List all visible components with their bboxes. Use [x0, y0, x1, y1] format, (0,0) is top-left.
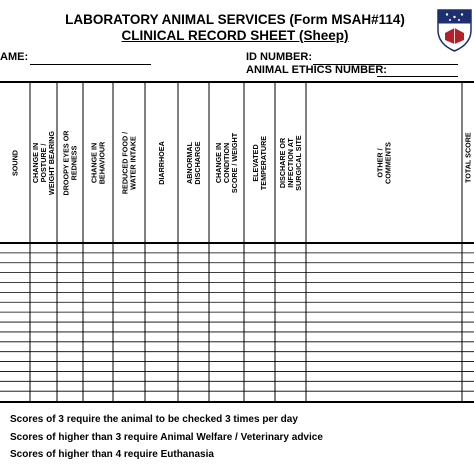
column-header-9: DISCHARE ORINFECTION ATSURGICAL SITE [278, 135, 303, 191]
column-header-10: OTHER /COMMENTS [375, 142, 393, 184]
column-header-0: SOUND [10, 150, 20, 176]
note-checks: Scores of 3 require the animal to be checked 3 times per day [10, 414, 298, 425]
university-crest-icon [435, 8, 474, 52]
sheet-title: CLINICAL RECORD SHEET (Sheep) [121, 28, 349, 43]
column-header-5: DIARRHOEA [157, 141, 166, 185]
column-header-4: REDUCED FOOD /WATER INTAKE [120, 131, 138, 195]
note-euthanasia: Scores of higher than 4 require Euthanasia [10, 449, 214, 460]
column-header-6: ABNORMALDISCHARGE [185, 141, 202, 185]
form-title: LABORATORY ANIMAL SERVICES (Form MSAH#114) [65, 12, 405, 27]
name-label: AME: [0, 51, 29, 63]
column-header-8: ELEVATEDTEMPERATURE [251, 135, 268, 191]
ethics-number-label: ANIMAL ETHICS NUMBER: [246, 64, 387, 76]
id-number-label: ID NUMBER: [246, 51, 312, 63]
column-header-2: DROOPY EYES ORREDNESS [61, 130, 79, 196]
column-header-1: CHANGE INPOSTURE /WEIGHT BEARING [31, 131, 56, 195]
column-header-11: TOTAL SCORE [463, 132, 473, 183]
note-vet-advice: Scores of higher than 3 require Animal Welfare / Veterinary advice [10, 432, 323, 443]
column-header-7: CHANGE INCONDITIONSCORE / WEIGHT [214, 132, 239, 194]
clinical-record-table [0, 81, 474, 403]
name-line[interactable] [30, 64, 151, 65]
column-header-3: CHANGE INBEHAVIOUR [89, 141, 107, 185]
table-grid [0, 81, 474, 403]
ethics-number-line[interactable] [377, 76, 458, 77]
